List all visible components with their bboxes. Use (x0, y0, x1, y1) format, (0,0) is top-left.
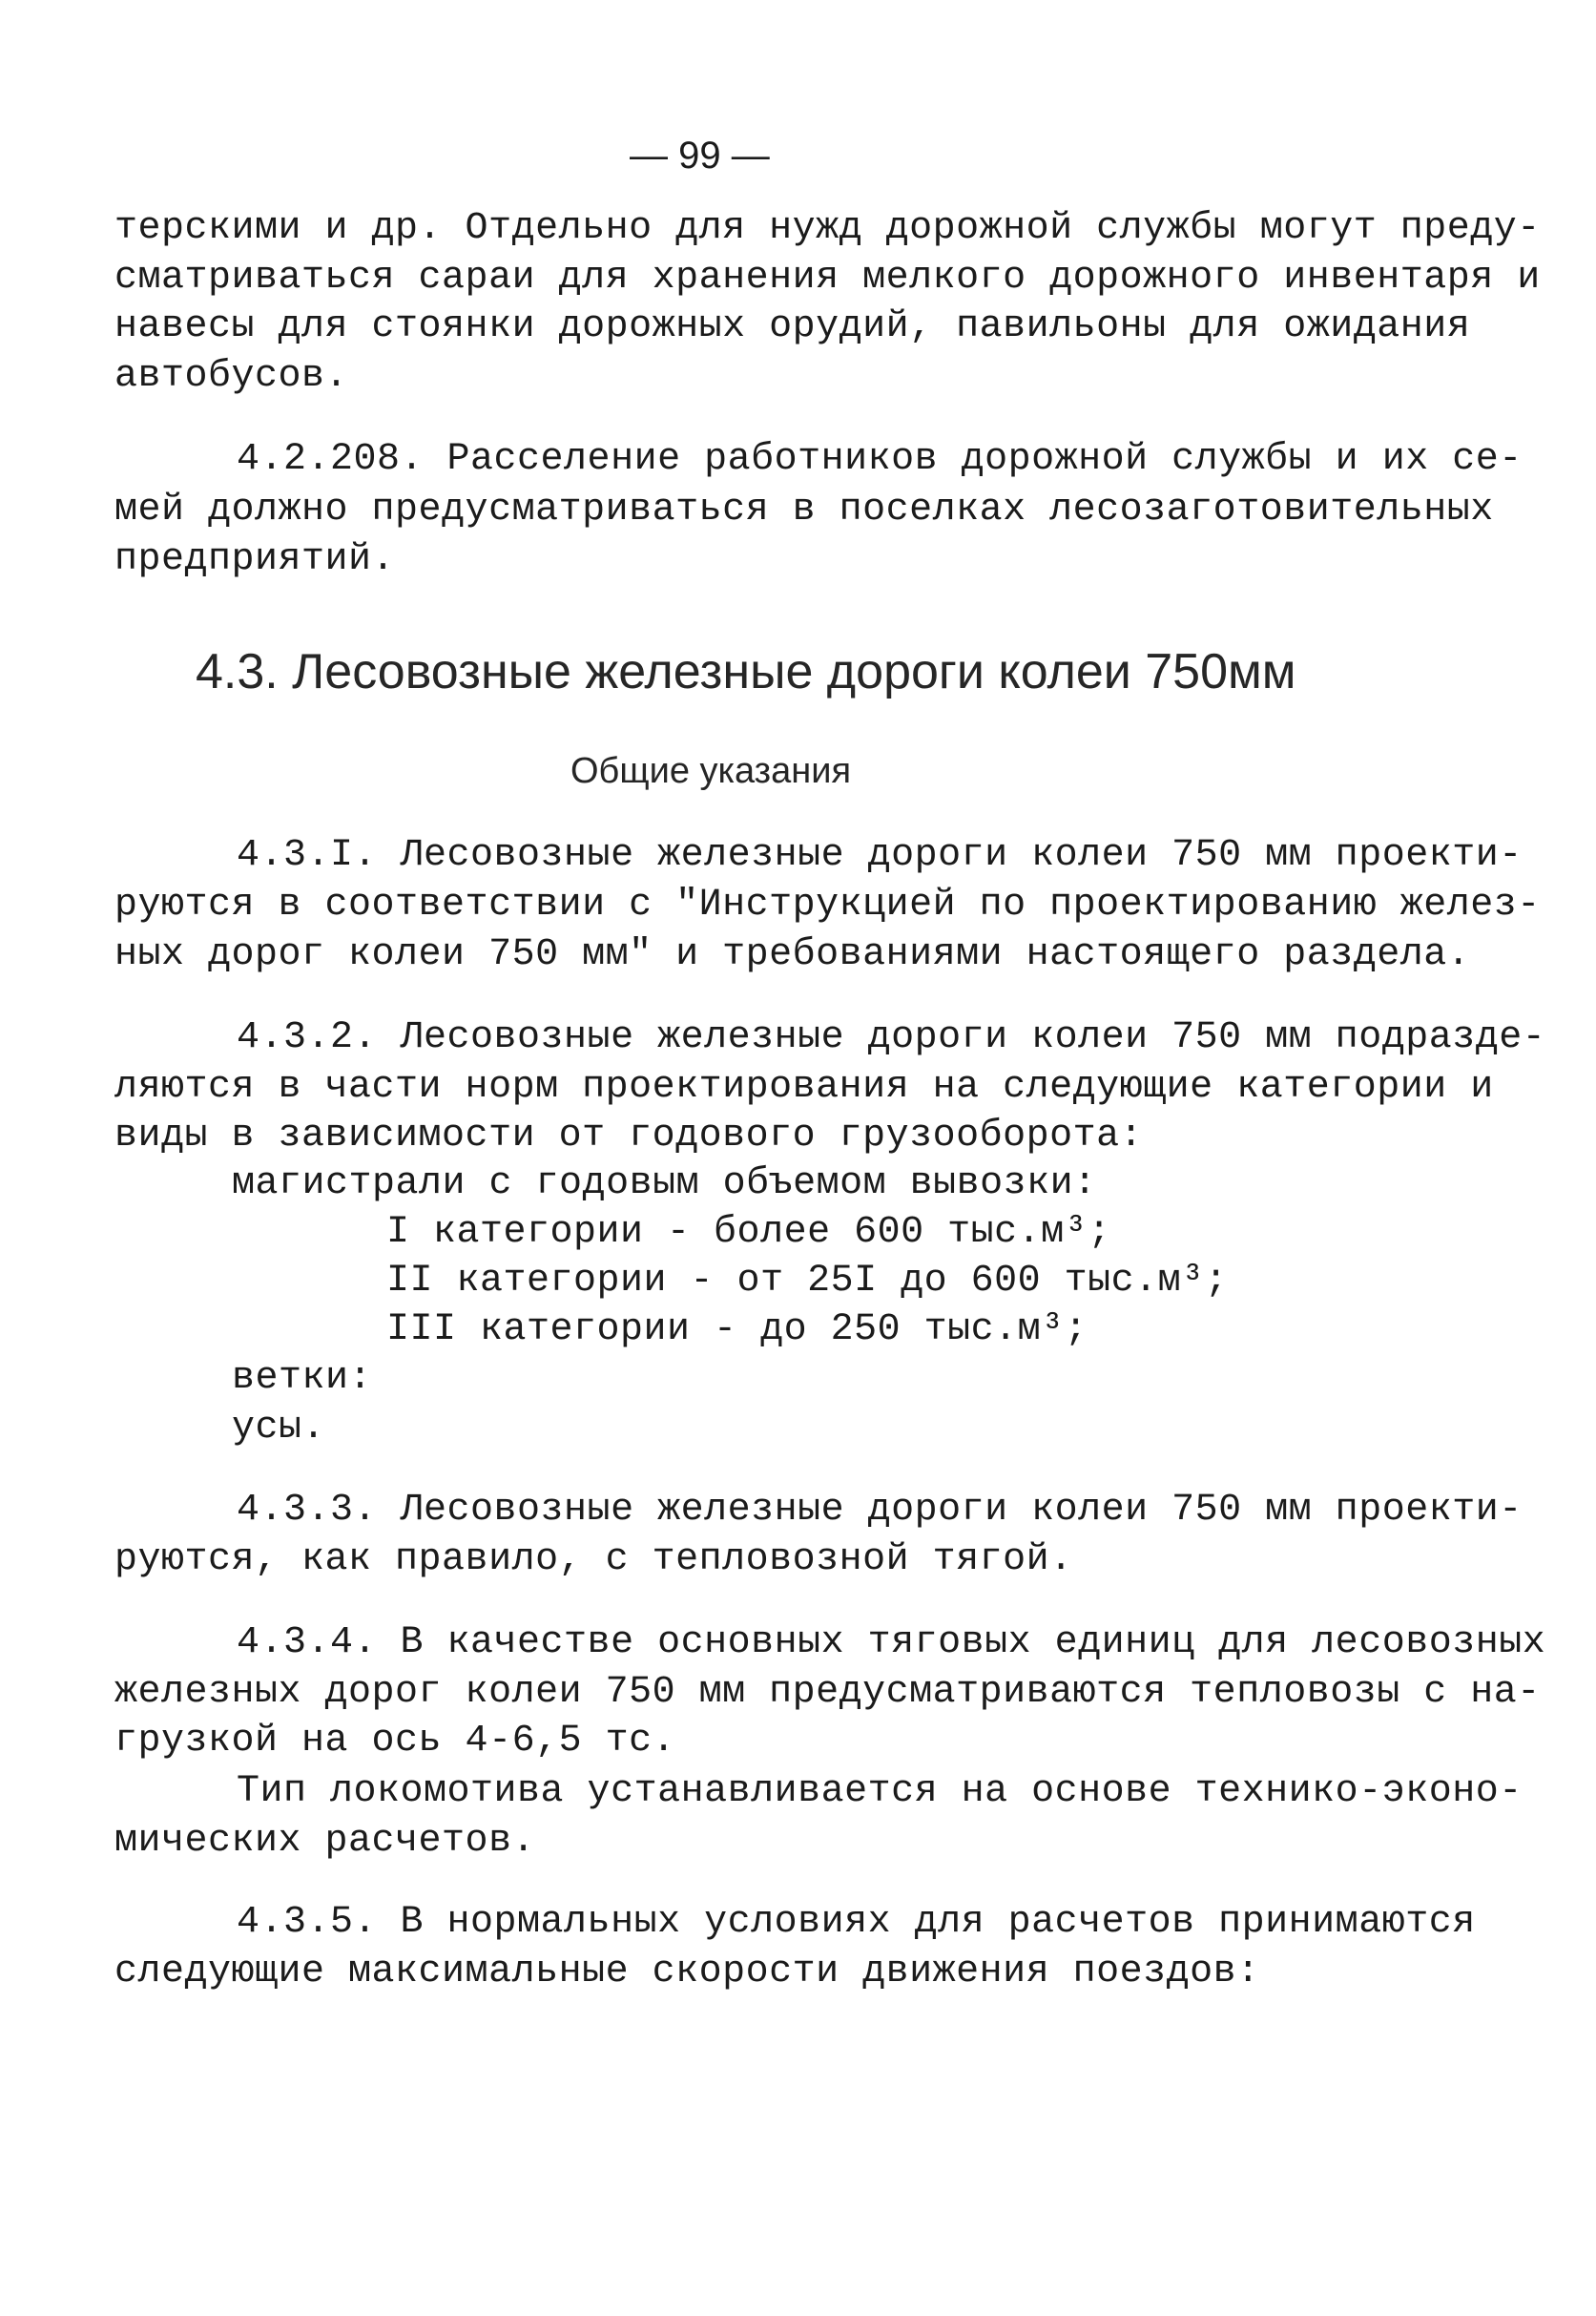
text-line: Тип локомотива устанавливается на основе технико-эконо- (237, 1770, 1523, 1813)
text-line: ветки: (232, 1357, 373, 1400)
text-line: руются в соответствии с "Инструкцией по проектированию желез- (114, 884, 1541, 927)
text-line: виды в зависимости от годового грузооборота: (114, 1115, 1144, 1158)
text-line: терскими и др. Отдельно для нужд дорожной службы могут преду- (114, 207, 1541, 250)
text-line: усы. (232, 1407, 326, 1450)
text-line: магистрали с годовым объемом вывозки: (232, 1162, 1097, 1205)
text-line: мических расчетов. (114, 1820, 536, 1863)
text-line: автобусов. (114, 355, 349, 398)
text-line: грузкой на ось 4-6,5 тс. (114, 1720, 676, 1763)
subheading: Общие указания (570, 751, 852, 791)
text-line: руются, как правило, с тепловозной тягой. (114, 1538, 1073, 1581)
section-heading: 4.3. Лесовозные железные дороги колеи 750мм (196, 644, 1296, 699)
text-line: железных дорог колеи 750 мм предусматриваются тепловозы с на- (114, 1671, 1541, 1714)
text-line: 4.2.208. Расселение работников дорожной службы и их се- (237, 438, 1523, 481)
text-line: предприятий. (114, 538, 396, 581)
text-line: 4.3.I. Лесовозные железные дороги колеи 750 мм проекти- (237, 834, 1523, 877)
page-number: — 99 — (630, 135, 770, 177)
text-line: ных дорог колеи 750 мм" и требованиями настоящего раздела. (114, 933, 1471, 976)
text-line: III категории - до 250 тыс.м³; (386, 1308, 1088, 1351)
text-line: I категории - более 600 тыс.м³; (386, 1211, 1111, 1254)
text-line: навесы для стоянки дорожных орудий, павильоны для ожидания (114, 305, 1471, 348)
text-line: II категории - от 25I до 600 тыс.м³; (386, 1260, 1229, 1303)
text-line: 4.3.2. Лесовозные железные дороги колеи 750 мм подразде- (237, 1016, 1546, 1059)
text-line: 4.3.4. В качестве основных тяговых единиц для лесовозных (237, 1621, 1546, 1664)
text-line: ляются в части норм проектирования на следующие категории и (114, 1066, 1494, 1109)
text-line: сматриваться сараи для хранения мелкого дорожного инвентаря и (114, 257, 1541, 300)
text-line: 4.3.3. Лесовозные железные дороги колеи 750 мм проекти- (237, 1489, 1523, 1532)
text-line: следующие максимальные скорости движения поездов: (114, 1951, 1260, 1993)
text-line: 4.3.5. В нормальных условиях для расчетов принимаются (237, 1901, 1476, 1944)
text-line: мей должно предусматриваться в поселках лесозаготовительных (114, 489, 1494, 532)
